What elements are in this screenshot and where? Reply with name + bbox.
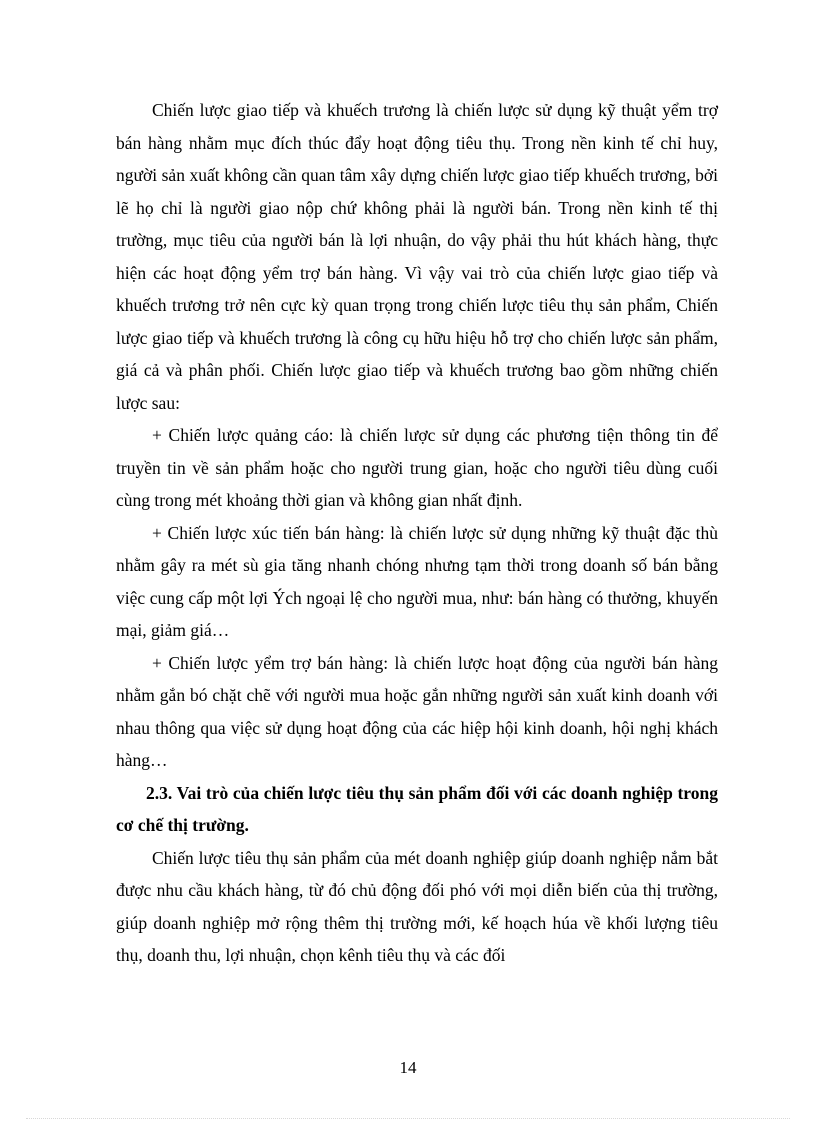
paragraph-sales-promotion-strategy: + Chiến lược xúc tiến bán hàng: là chiến lược sử dụng những kỹ thuật đặc thù nhằm gây ra mét sù gia tăng nhanh chóng nhưng tạm thời trong doanh số bán bằng việc cung cấp một lợi Ých ngoại lệ cho người mua, như: bán hàng có thưởng, khuyến mại, giảm giá… (116, 522, 718, 640)
page-body (116, 94, 718, 972)
page-number: 14 (399, 1058, 417, 1077)
paragraph-advertising-strategy: + Chiến lược quảng cáo: là chiến lược sử dụng các phương tiện thông tin để truyền tin về sản phẩm hoặc cho người trung gian, hoặc cho người tiêu dùng cuối cùng trong mét khoảng thời gian và không gian nhất định. (116, 425, 718, 510)
section-heading: 2.3. Vai trò của chiến lược tiêu thụ sản phẩm đối với các doanh nghiệp trong cơ chế thị trường. (116, 782, 718, 835)
footer-divider (26, 1118, 790, 1119)
paragraph-communication-strategy: Chiến lược giao tiếp và khuếch trương là chiến lược sử dụng kỹ thuật yểm trợ bán hàng nhằm mục đích thúc đẩy hoạt động tiêu thụ. Trong nền kinh tế chỉ huy, người sản xuất không cần quan tâm xây dựng chiến lược giao tiếp khuếch trương, bởi lẽ họ chỉ là người giao nộp chứ không phải là người bán. Trong nền kinh tế thị trường, mục tiêu của người bán là lợi nhuận, do vậy phải thu hút khách hàng, thực hiện các hoạt động yểm trợ bán hàng. Vì vậy vai trò của chiến lược giao tiếp và khuếch trương trở nên cực kỳ quan trọng trong chiến lược tiêu thụ sản phẩm, Chiến lược giao tiếp và khuếch trương là công cụ hữu hiệu hỗ trợ cho chiến lược sản phẩm, giá cả và phân phối. Chiến lược giao tiếp và khuếch trương bao gồm những chiến lược sau: (116, 100, 718, 413)
paragraph-role-of-strategy: Chiến lược tiêu thụ sản phẩm của mét doanh nghiệp giúp doanh nghiệp nắm bắt được nhu cầu khách hàng, từ đó chủ động đối phó với mọi diễn biến của thị trường, giúp doanh nghiệp mở rộng thêm thị trường mới, kế hoạch húa về khối lượng tiêu thụ, doanh thu, lợi nhuận, chọn kênh tiêu thụ và các đối (116, 847, 718, 965)
paragraph-sales-support-strategy: + Chiến lược yểm trợ bán hàng: là chiến lược hoạt động của người bán hàng nhằm gắn bó chặt chẽ với người mua hoặc gắn những người sản xuất kinh doanh với nhau thông qua việc sử dụng hoạt động của các hiệp hội kinh doanh, hội nghị khách hàng… (116, 652, 718, 770)
